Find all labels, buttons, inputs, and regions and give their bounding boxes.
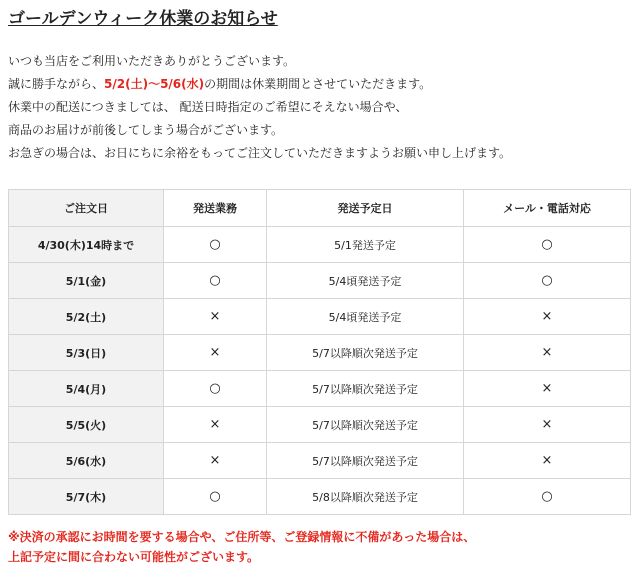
intro-text bbox=[8, 50, 632, 165]
warning-note bbox=[8, 527, 632, 567]
cell-order-date: 5/6(水) bbox=[9, 443, 164, 479]
cell-shipping: ○ bbox=[164, 371, 267, 407]
shipping-schedule-table bbox=[8, 189, 631, 515]
cell-support: ○ bbox=[464, 227, 631, 263]
cell-support: ○ bbox=[464, 479, 631, 515]
cell-shipping: × bbox=[164, 335, 267, 371]
table-row bbox=[9, 443, 631, 479]
cell-order-date: 5/7(木) bbox=[9, 479, 164, 515]
cell-support: × bbox=[464, 407, 631, 443]
cell-order-date: 5/4(月) bbox=[9, 371, 164, 407]
intro-line-2-suffix: の期間は休業期間とさせていただきます。 bbox=[204, 77, 432, 91]
cell-planned-date: 5/4頃発送予定 bbox=[267, 299, 464, 335]
table-header-row bbox=[9, 190, 631, 227]
table-row bbox=[9, 263, 631, 299]
intro-line-4: 商品のお届けが前後してしまう場合がございます。 bbox=[8, 123, 284, 137]
cell-order-date: 5/1(金) bbox=[9, 263, 164, 299]
cell-planned-date: 5/8以降順次発送予定 bbox=[267, 479, 464, 515]
cell-shipping: ○ bbox=[164, 263, 267, 299]
cell-support: ○ bbox=[464, 263, 631, 299]
cell-support: × bbox=[464, 443, 631, 479]
cell-shipping: ○ bbox=[164, 227, 267, 263]
closure-period: 5/2(土)〜5/6(水) bbox=[104, 77, 205, 91]
cell-shipping: × bbox=[164, 299, 267, 335]
cell-order-date: 5/3(日) bbox=[9, 335, 164, 371]
cell-support: × bbox=[464, 371, 631, 407]
header-shipping: 発送業務 bbox=[164, 190, 267, 227]
page-title: ゴールデンウィーク休業のお知らせ bbox=[8, 9, 278, 29]
table-row bbox=[9, 479, 631, 515]
cell-shipping: × bbox=[164, 443, 267, 479]
cell-order-date: 4/30(木)14時まで bbox=[9, 227, 164, 263]
cell-planned-date: 5/7以降順次発送予定 bbox=[267, 443, 464, 479]
warning-line-1: ※決済の承認にお時間を要する場合や、ご住所等、ご登録情報に不備があった場合は、 bbox=[8, 530, 476, 544]
cell-support: × bbox=[464, 335, 631, 371]
table-row bbox=[9, 335, 631, 371]
cell-support: × bbox=[464, 299, 631, 335]
intro-line-5: お急ぎの場合は、お日にちに余裕をもってご注文していただきますようお願い申し上げます。 bbox=[8, 146, 512, 160]
warning-line-2: 上記予定に間に合わない可能性がございます。 bbox=[8, 550, 260, 564]
cell-planned-date: 5/1発送予定 bbox=[267, 227, 464, 263]
cell-planned-date: 5/7以降順次発送予定 bbox=[267, 407, 464, 443]
cell-planned-date: 5/7以降順次発送予定 bbox=[267, 335, 464, 371]
intro-line-2 bbox=[8, 73, 632, 96]
intro-line-2-prefix: 誠に勝手ながら、 bbox=[8, 77, 105, 91]
table-row bbox=[9, 371, 631, 407]
cell-planned-date: 5/4頃発送予定 bbox=[267, 263, 464, 299]
table-row bbox=[9, 227, 631, 263]
table-row bbox=[9, 299, 631, 335]
cell-order-date: 5/2(土) bbox=[9, 299, 164, 335]
intro-line-3: 休業中の配送につきましては、 配送日時指定のご希望にそえない場合や、 bbox=[8, 100, 408, 114]
table-row bbox=[9, 407, 631, 443]
intro-line-1: いつも当店をご利用いただきありがとうございます。 bbox=[8, 54, 296, 68]
cell-shipping: ○ bbox=[164, 479, 267, 515]
header-planned-date: 発送予定日 bbox=[267, 190, 464, 227]
header-support: メール・電話対応 bbox=[464, 190, 631, 227]
cell-shipping: × bbox=[164, 407, 267, 443]
cell-planned-date: 5/7以降順次発送予定 bbox=[267, 371, 464, 407]
header-order-date: ご注文日 bbox=[9, 190, 164, 227]
cell-order-date: 5/5(火) bbox=[9, 407, 164, 443]
